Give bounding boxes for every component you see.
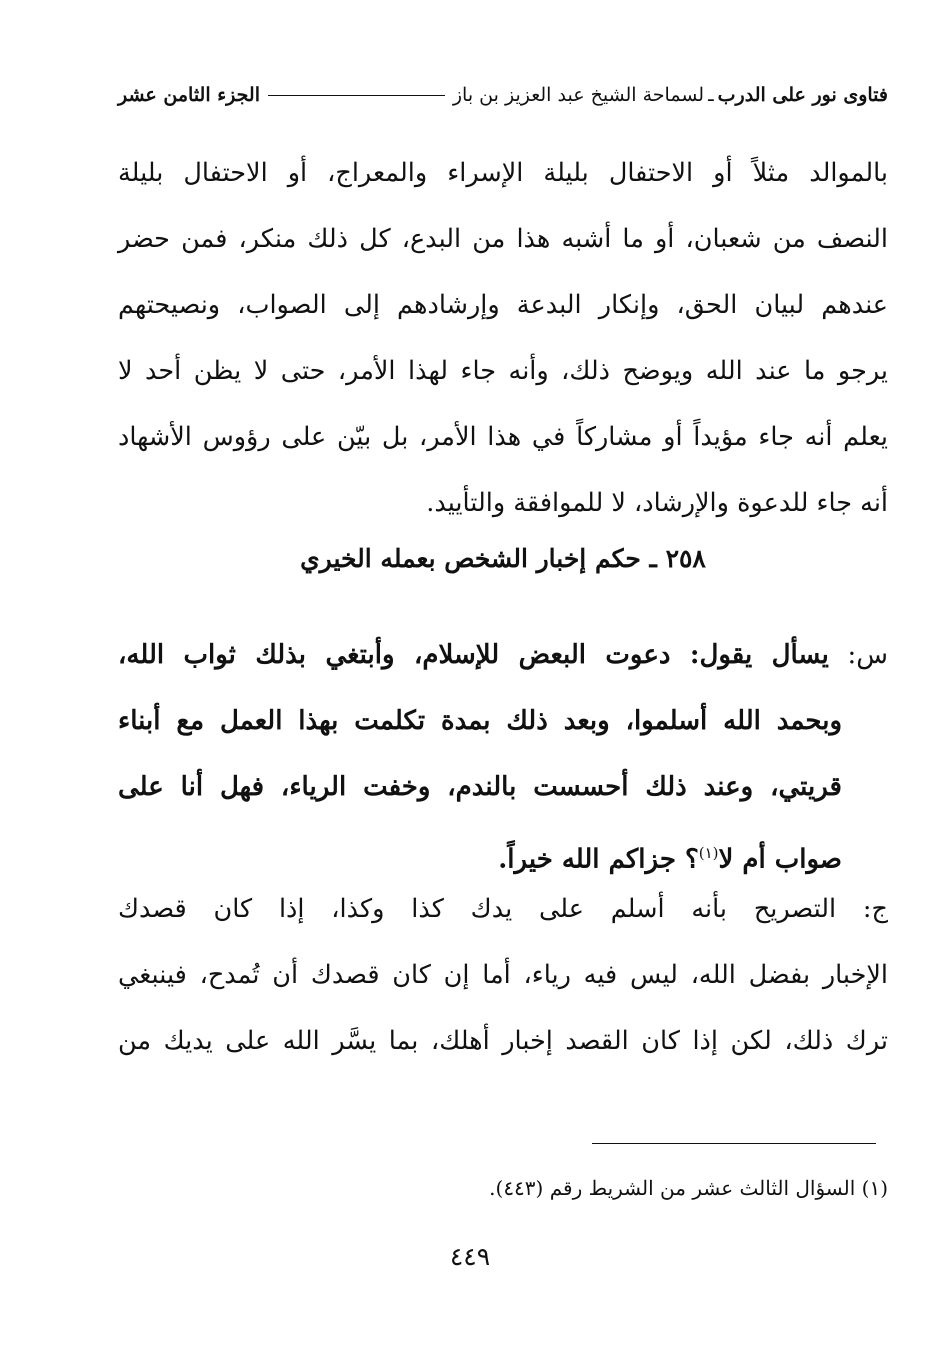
question-line: [118, 622, 888, 688]
answer-paragraph: [118, 876, 888, 1074]
header-part: الجزء الثامن عشر: [118, 84, 260, 106]
header-dash: ـ: [708, 84, 714, 106]
body-line: عندهم لبيان الحق، وإنكار البدعة وإرشادهم إلى الصواب، ونصيحتهم: [118, 290, 888, 320]
running-header: [118, 78, 888, 112]
question-prefix: س:: [828, 640, 889, 670]
body-line: يعلم أنه جاء مؤيداً أو مشاركاً في هذا الأمر، بل بيّن على رؤوس الأشهاد: [118, 422, 888, 452]
question-paragraph: [118, 622, 888, 893]
body-line: يرجو ما عند الله ويوضح ذلك، وأنه جاء لهذا الأمر، حتى لا يظن أحد لا: [118, 356, 888, 386]
body-line: النصف من شعبان، أو ما أشبه هذا من البدع، كل ذلك منكر، فمن حضر: [118, 224, 888, 254]
body-line: بالموالد مثلاً أو الاحتفال بليلة الإسراء والمعراج، أو الاحتفال بليلة: [118, 158, 888, 188]
question-line: قريتي، وعند ذلك أحسست بالندم، وخفت الرياء، فهل أنا على: [118, 772, 842, 802]
answer-line: ج: التصريح بأنه أسلم على يدك كذا وكذا، إذا كان قصدك: [118, 894, 888, 924]
answer-line: الإخبار بفضل الله، ليس فيه رياء، أما إن كان قصدك أن تُمدح، فينبغي: [118, 960, 888, 990]
body-line: أنه جاء للدعوة والإرشاد، لا للموافقة والتأييد.: [426, 488, 888, 518]
page-number: ٤٤٩: [449, 1242, 491, 1271]
footnote-separator: [592, 1143, 876, 1144]
footnote: (١) السؤال الثالث عشر من الشريط رقم (٤٤٣).: [489, 1176, 888, 1200]
question-line: وبحمد الله أسلموا، وبعد ذلك بمدة تكلمت بهذا العمل مع أبناء: [118, 706, 842, 736]
answer-line: ترك ذلك، لكن إذا كان القصد إخبار أهلك، بما يسَّر الله على يديك من: [118, 1026, 888, 1056]
section-title: ٢٥٨ ـ حكم إخبار الشخص بعمله الخيري: [300, 544, 706, 573]
question-text: يسأل يقول: دعوت البعض للإسلام، وأبتغي بذلك ثواب الله،: [118, 640, 829, 670]
question-text: صواب أم لا: [718, 844, 842, 875]
header-rule: [268, 95, 445, 96]
question-text: ؟ جزاكم الله خيراً.: [498, 844, 699, 875]
header-author: لسماحة الشيخ عبد العزيز بن باز: [452, 84, 705, 106]
header-book-title: فتاوى نور على الدرب: [717, 84, 888, 106]
footnote-reference[interactable]: (١): [698, 844, 719, 862]
body-paragraph: [118, 140, 888, 536]
